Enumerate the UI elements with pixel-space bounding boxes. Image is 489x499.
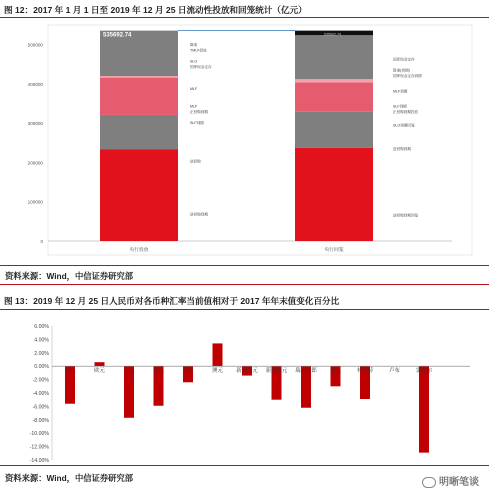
- y-tick-label: 300000: [27, 121, 43, 127]
- y-tick-label: -12.00%: [29, 444, 49, 451]
- segment-label: 逆回购到期: [190, 212, 208, 217]
- x-category-label: 瑞士法郎: [295, 368, 317, 375]
- bar: [95, 362, 105, 366]
- segment-label: 降准(到期): [393, 68, 410, 73]
- liquidity-stacked-bar-chart: [0, 19, 489, 264]
- figure-13-top-rule: [0, 309, 489, 310]
- x-category-label: 日元: [123, 368, 135, 375]
- segment-label: SLF到期: [190, 120, 204, 125]
- segment-label: SLF到期: [393, 104, 407, 109]
- y-tick-label: -6.00%: [32, 404, 49, 411]
- segment-label: 逆回购: [190, 159, 201, 164]
- x-category-label: 澳元: [212, 368, 223, 375]
- figure-12-source: 资料来源：Wind，中信证券研究部: [5, 271, 134, 281]
- x-category-label: 新加坡元: [265, 368, 288, 375]
- stack-segment: [295, 82, 373, 111]
- y-tick-label: 0.00%: [34, 364, 49, 371]
- y-tick-label: -4.00%: [32, 391, 49, 397]
- figure-13-title: 图 13：2019 年 12 月 25 日人民币对各币种汇率当前值相对于 2017 年年末值变化百分比: [4, 296, 340, 306]
- watermark: [422, 473, 479, 488]
- segment-label: MLF到期: [393, 89, 408, 94]
- y-tick-label: -10.00%: [29, 431, 49, 438]
- stack-segment: [100, 78, 178, 115]
- y-tick-label: 6.00%: [34, 324, 49, 330]
- y-tick-label: 200000: [27, 160, 43, 166]
- segment-label: 国库现金定存: [393, 57, 415, 62]
- y-tick-label: 2.00%: [34, 350, 49, 357]
- segment-label: 正回购到期: [190, 109, 208, 114]
- figure-12-source-rule: [0, 284, 489, 285]
- bar: [419, 366, 429, 452]
- y-tick-label: 500000: [27, 42, 43, 48]
- y-tick-label: -14.00%: [29, 458, 49, 462]
- segment-label: MLF: [190, 86, 198, 91]
- segment-label: SLO到期回笼: [393, 123, 415, 128]
- bar: [213, 343, 223, 366]
- y-tick-label: 400000: [27, 81, 43, 87]
- stack-segment: [100, 76, 178, 78]
- stack-segment: [100, 149, 178, 241]
- wechat-icon: [422, 477, 436, 488]
- segment-label: 逆回购到期回笼: [393, 213, 419, 218]
- x-category-label: 央行回笼: [324, 248, 344, 253]
- x-category-label: 央行投放: [129, 248, 149, 253]
- watermark-text: 明晰笔谈: [439, 477, 479, 488]
- stack-segment: [295, 79, 373, 82]
- x-category-label: 英镑: [182, 368, 194, 375]
- segment-label: 降准: [190, 42, 198, 47]
- stack-segment: [100, 115, 178, 150]
- segment-label: 逆回购到期: [393, 146, 411, 151]
- stack-segment: [295, 112, 373, 148]
- x-category-label: 新西兰元: [236, 368, 258, 375]
- x-category-label: 欧元: [94, 368, 105, 375]
- stack-segment: [295, 148, 373, 241]
- segment-label: 国库现金定存: [190, 64, 212, 69]
- x-category-label: 加元: [330, 368, 341, 375]
- y-tick-label: 0: [40, 239, 43, 244]
- figure-12-title: 图 12：2017 年 1 月 1 日至 2019 年 12 月 25 日流动性投放和回笼统计（亿元）: [4, 5, 307, 15]
- total-value-label: 535692.74: [324, 32, 341, 37]
- x-category-label: 林吉特: [356, 368, 374, 375]
- fx-change-bar-chart: [0, 320, 489, 462]
- x-category-label: 美元: [64, 368, 76, 375]
- figure-13-source: 资料来源：Wind，中信证券研究部: [5, 473, 134, 483]
- x-category-label: 雷亚尔: [415, 368, 433, 375]
- y-tick-label: -2.00%: [32, 377, 49, 384]
- total-value-label: 535692.74: [103, 32, 132, 39]
- x-category-label: 港元: [153, 368, 164, 375]
- y-tick-label: 100000: [27, 199, 43, 205]
- segment-label: TMLF投放: [190, 48, 207, 53]
- figure-12-top-rule: [0, 17, 489, 18]
- y-tick-label: -8.00%: [32, 417, 49, 424]
- segment-label: MLF: [190, 104, 198, 109]
- segment-label: 正回购到期投放: [393, 109, 419, 114]
- x-category-label: 卢布: [389, 368, 400, 375]
- figure-13-bottom-rule: [0, 465, 489, 466]
- y-tick-label: 4.00%: [34, 337, 49, 344]
- segment-label: 国库现金定存到期: [393, 73, 422, 78]
- segment-label: SLO: [190, 59, 198, 64]
- figure-12-bottom-rule: [0, 265, 489, 266]
